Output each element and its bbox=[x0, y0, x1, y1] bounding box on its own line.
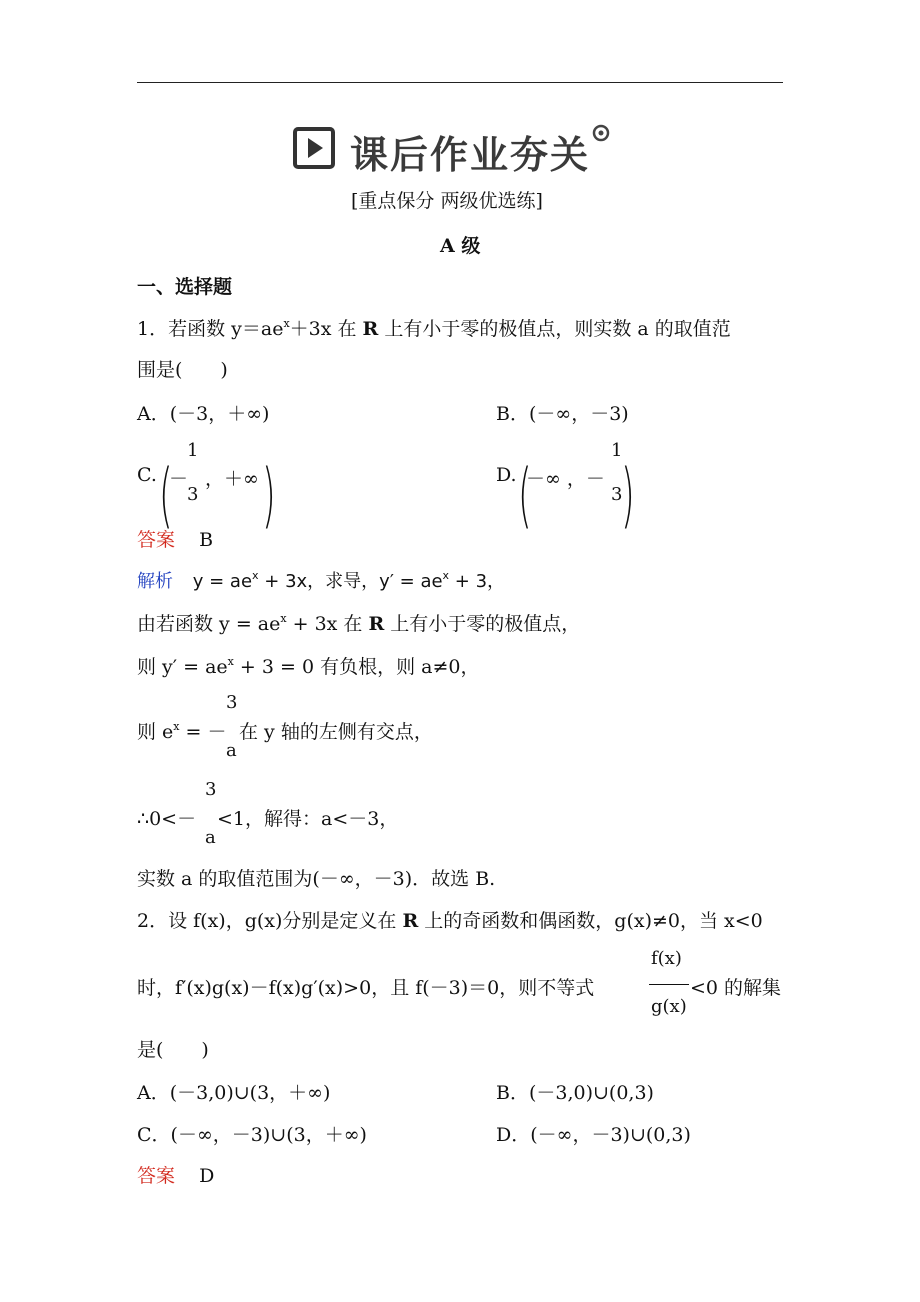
q1-solution-line5 bbox=[137, 777, 537, 852]
header-title: 课后作业夯关 bbox=[350, 133, 591, 177]
q1-answer bbox=[137, 525, 213, 552]
play-icon bbox=[292, 126, 336, 170]
q1-option-b: B．(－∞，－3) bbox=[496, 403, 629, 425]
sol4-numerator: 3 bbox=[226, 692, 238, 713]
q2-option-b: B．(－3,0)∪(0,3) bbox=[496, 1082, 654, 1104]
header-banner bbox=[292, 124, 632, 177]
q2-option-c: C．(－∞，－3)∪(3，＋∞) bbox=[137, 1124, 367, 1146]
answer-label: 答案 bbox=[137, 529, 176, 551]
q2-fraction-denominator: g(x) bbox=[651, 996, 687, 1017]
q1-option-d bbox=[496, 440, 646, 540]
q2-stem-line1: 2．设 f(x)，g(x)分别是定义在 R 上的奇函数和偶函数，g(x)≠0，当 x<0 bbox=[137, 910, 763, 932]
sol4-denominator: a bbox=[226, 740, 237, 761]
answer-label: 答案 bbox=[137, 1165, 176, 1187]
sol4-lead: 则 $e^x$ = － bbox=[137, 720, 227, 743]
answer-value: B bbox=[199, 529, 214, 551]
sol5-lead: ∴0<－ bbox=[137, 808, 197, 830]
option-c-label: C. bbox=[137, 464, 157, 486]
q2-option-a: A．(－3,0)∪(3，＋∞) bbox=[137, 1082, 331, 1104]
fraction-bar bbox=[649, 984, 689, 985]
sol5-tail: <1，解得：a<－3， bbox=[217, 808, 399, 830]
q1-solution-line1: 解析 $y = ae^x + 3x$，求导，$y' = ae^x + 3$， bbox=[137, 569, 506, 592]
option-d-numerator: 1 bbox=[611, 440, 623, 461]
q2-answer bbox=[137, 1161, 214, 1188]
option-c-minus: － bbox=[169, 468, 189, 490]
solution-label: 解析 bbox=[137, 571, 173, 592]
sol5-denominator: a bbox=[205, 827, 216, 848]
q1-solution-line3: 则 $y' = ae^x + 3 = 0$ 有负根，则 a≠0， bbox=[137, 655, 480, 678]
q2-stem-line3: 是( ) bbox=[137, 1039, 209, 1061]
q2-line2-lead: 时，f′(x)g(x)－f(x)g′(x)>0，且 f(－3)＝0，则不等式 bbox=[137, 977, 595, 999]
q1-solution-line4 bbox=[137, 690, 537, 765]
q1-solution-line6: 实数 a 的取值范围为(－∞，－3)．故选 B. bbox=[137, 868, 496, 890]
answer-value: D bbox=[199, 1165, 215, 1187]
option-c-tail: ，＋∞ bbox=[205, 468, 259, 490]
left-paren: ( bbox=[159, 454, 173, 536]
q2-option-d: D．(－∞，－3)∪(0,3) bbox=[496, 1124, 691, 1146]
sol5-numerator: 3 bbox=[205, 779, 217, 800]
level-heading: A 级 bbox=[440, 235, 481, 257]
option-c-numerator: 1 bbox=[187, 440, 199, 461]
option-d-head: －∞ ，－ bbox=[526, 468, 605, 490]
section-title: 一、选择题 bbox=[137, 276, 233, 298]
q1-stem-line1: 1．若函数 $y=ae^x+3x$ 在 R 上有小于零的极值点，则实数 a 的取值范 bbox=[137, 317, 731, 340]
q2-stem-line2 bbox=[137, 946, 783, 1026]
top-rule bbox=[137, 82, 783, 83]
left-paren: ( bbox=[518, 454, 532, 536]
gear-icon bbox=[592, 124, 610, 142]
right-paren: ) bbox=[262, 454, 276, 536]
q2-line2-tail: <0 的解集 bbox=[690, 977, 782, 999]
q1-solution-line2: 由若函数 $y = ae^x + 3x$ 在 R 上有小于零的极值点， bbox=[137, 612, 581, 635]
q2-fraction-numerator: f(x) bbox=[651, 948, 682, 969]
sol4-tail: 在 y 轴的左侧有交点， bbox=[239, 721, 433, 743]
q1-stem-line2: 围是( ) bbox=[137, 359, 228, 381]
option-d-denominator: 3 bbox=[611, 484, 623, 505]
option-d-label: D. bbox=[496, 464, 517, 486]
q1-option-a: A．(－3，＋∞) bbox=[137, 403, 270, 425]
option-c-denominator: 3 bbox=[187, 484, 199, 505]
header-subtitle: [重点保分 两级优选练] bbox=[351, 190, 543, 212]
right-paren: ) bbox=[621, 454, 635, 536]
